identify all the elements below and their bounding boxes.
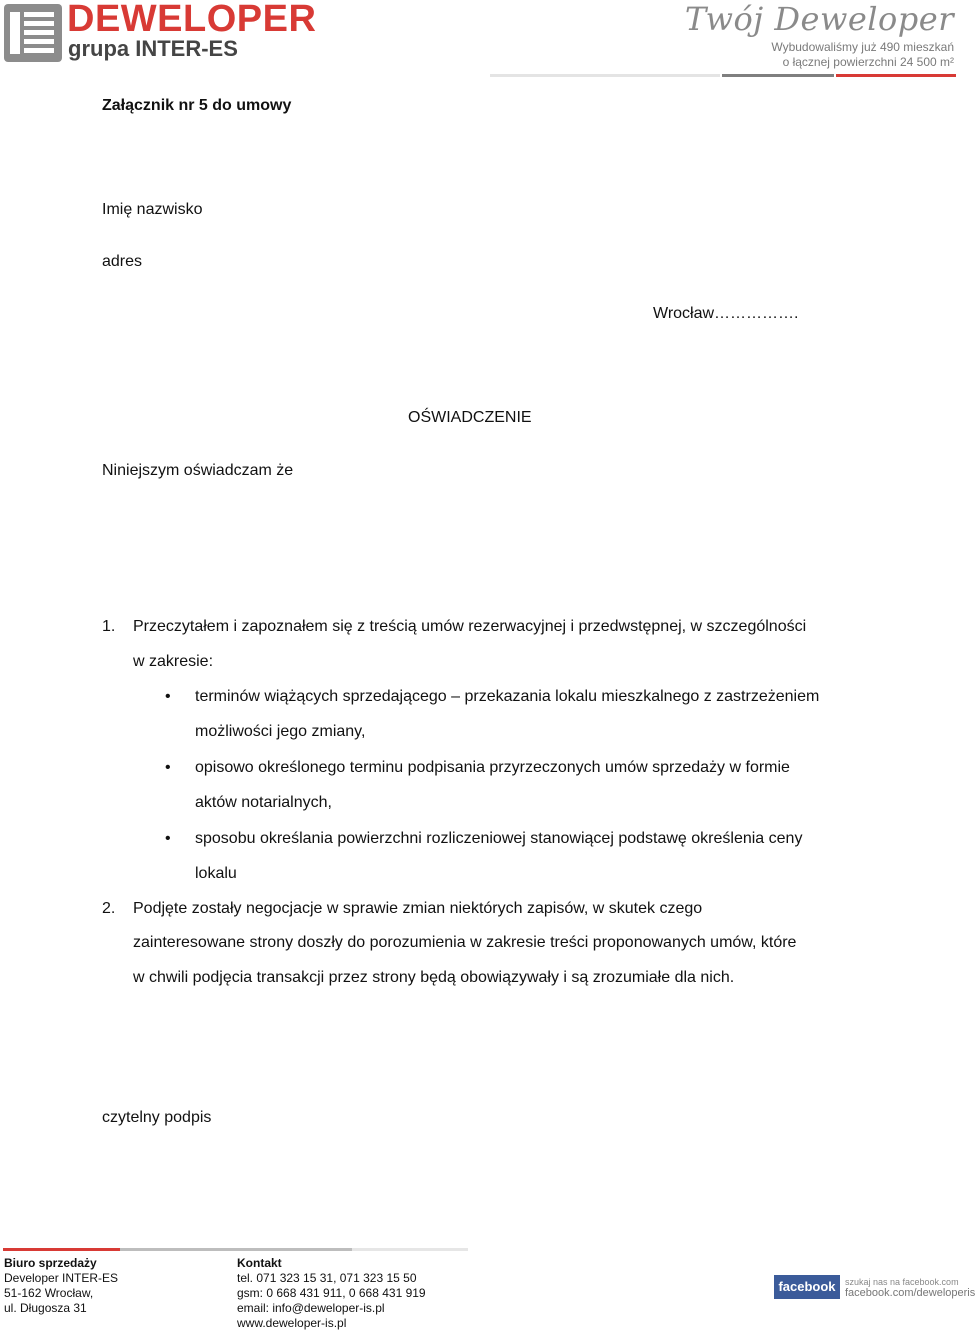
footer-divider (120, 1248, 352, 1251)
bullet-text: możliwości jego zmiany, (195, 723, 366, 740)
contact-gsm: gsm: 0 668 431 911, 0 668 431 919 (237, 1286, 426, 1300)
document-title: Załącznik nr 5 do umowy (102, 97, 292, 114)
bullet-icon: • (165, 830, 171, 847)
facebook-link[interactable]: facebook.com/deweloperis (845, 1287, 975, 1299)
address-label: adres (102, 253, 143, 270)
statement-heading: OŚWIADCZENIE (408, 409, 532, 426)
contact-title: Kontakt (237, 1256, 282, 1270)
header-divider (722, 74, 834, 77)
tagline-line: o łącznej powierzchni 24 500 m² (782, 55, 954, 69)
office-line: 51-162 Wrocław, (4, 1286, 94, 1300)
bullet-text: aktów notarialnych, (195, 794, 332, 811)
paragraph-line: w chwili podjęcia transakcji przez strony będą obowiązywały i są zrozumiałe dla nich. (133, 969, 735, 986)
place-date: Wrocław……………. (653, 305, 799, 322)
office-line: ul. Długosza 31 (4, 1301, 87, 1315)
paragraph-line: w zakresie: (133, 653, 214, 670)
contact-website[interactable]: www.deweloper-is.pl (237, 1316, 347, 1330)
paragraph-line: Podjęte zostały negocjacje w sprawie zmian niektórych zapisów, w skutek czego (133, 900, 703, 917)
intro-text: Niniejszym oświadczam że (102, 462, 294, 479)
paragraph-line: Przeczytałem i zapoznałem się z treścią umów rezerwacyjnej i przedwstępnej, w szczególności (133, 618, 807, 635)
office-title: Biuro sprzedaży (4, 1256, 97, 1270)
brand-subtitle: grupa INTER-ES (68, 36, 238, 61)
bullet-icon: • (165, 688, 171, 705)
bullet-icon: • (165, 759, 171, 776)
list-number: 2. (102, 900, 116, 917)
facebook-hint: szukaj nas na facebook.com (845, 1277, 959, 1287)
paragraph-line: zainteresowane strony doszły do porozumienia w zakresie treści proponowanych umów, które (133, 934, 797, 951)
list-number: 1. (102, 618, 116, 635)
brand-name: DEWELOPER (67, 0, 317, 40)
bullet-text: lokalu (195, 865, 237, 882)
footer-divider (3, 1248, 120, 1251)
signature-label: czytelny podpis (102, 1109, 212, 1126)
bullet-text: opisowo określonego terminu podpisania przyrzeczonych umów sprzedaży w formie (195, 759, 790, 776)
logo-icon (4, 4, 62, 62)
contact-email[interactable]: email: info@deweloper-is.pl (237, 1301, 385, 1315)
tagline-line: Wybudowaliśmy już 490 mieszkań (771, 40, 954, 54)
name-label: Imię nazwisko (102, 201, 203, 218)
facebook-badge[interactable]: facebook (774, 1275, 840, 1299)
office-line: Developer INTER-ES (4, 1271, 119, 1285)
header-divider (490, 74, 720, 77)
contact-phone: tel. 071 323 15 31, 071 323 15 50 (237, 1271, 417, 1285)
bullet-text: terminów wiążących sprzedającego – przekazania lokalu mieszkalnego z zastrzeżeniem (195, 688, 820, 705)
header-divider (836, 74, 956, 77)
tagline-title: Twój Deweloper (684, 0, 954, 38)
bullet-text: sposobu określania powierzchni rozliczeniowej stanowiącej podstawę określenia ceny (195, 830, 803, 847)
footer-divider (352, 1248, 468, 1251)
